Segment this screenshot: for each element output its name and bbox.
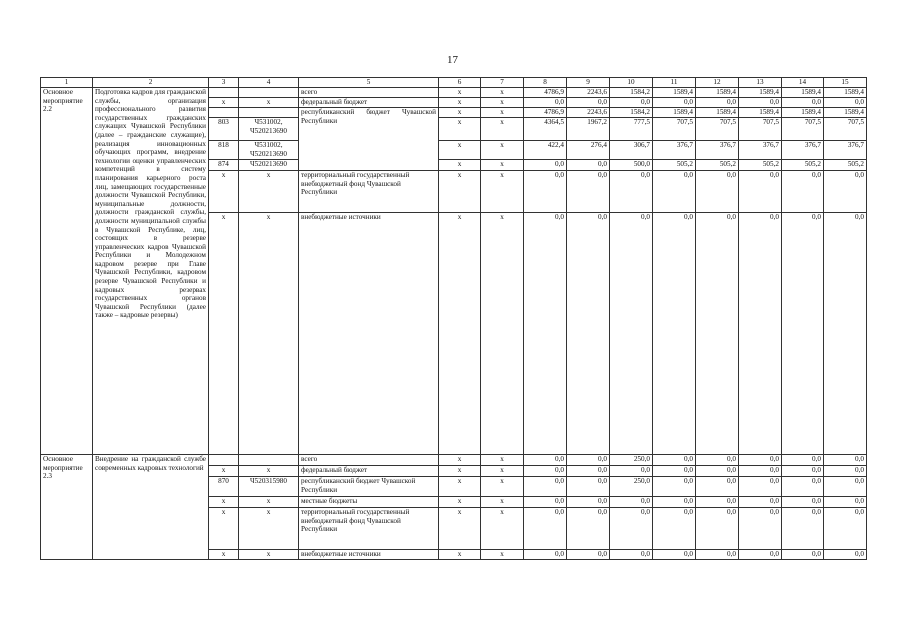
amount-cell: 0,0 [696, 213, 739, 455]
amount-cell: 250,0 [610, 455, 653, 466]
column-6-cell: x [439, 508, 481, 550]
amount-cell: 4364,5 [524, 118, 567, 141]
amount-cell: 0,0 [739, 98, 782, 108]
amount-cell: 0,0 [567, 466, 610, 477]
amount-cell: 422,4 [524, 141, 567, 160]
funding-source-cell: республиканский бюджет Чувашской Республики [299, 477, 439, 497]
amount-cell: 0,0 [610, 171, 653, 213]
amount-cell: 0,0 [653, 213, 696, 455]
amount-cell: 0,0 [524, 171, 567, 213]
amount-cell: 1589,4 [653, 88, 696, 98]
measure-label: Основное мероприятие 2.3 [41, 455, 93, 560]
amount-cell: 0,0 [610, 550, 653, 560]
amount-cell: 0,0 [739, 466, 782, 477]
column-7-cell: x [481, 108, 524, 118]
budget-code-cell: x [239, 508, 299, 550]
column-6-cell: x [439, 108, 481, 118]
amount-cell: 0,0 [782, 98, 824, 108]
admin-code-cell: x [209, 508, 239, 550]
admin-code-cell [209, 455, 239, 466]
amount-cell: 707,5 [739, 118, 782, 141]
amount-cell: 0,0 [739, 508, 782, 550]
amount-cell: 0,0 [739, 455, 782, 466]
amount-cell: 707,5 [782, 118, 824, 141]
budget-code-cell [239, 455, 299, 466]
amount-cell: 0,0 [824, 171, 867, 213]
column-7-cell: x [481, 497, 524, 508]
header-row [41, 78, 867, 88]
admin-code-cell [209, 108, 239, 118]
column-number-header: 6 [439, 78, 481, 88]
amount-cell: 0,0 [696, 466, 739, 477]
funding-source-cell: местные бюджеты [299, 497, 439, 508]
admin-code-cell: x [209, 466, 239, 477]
amount-cell: 0,0 [824, 477, 867, 497]
column-6-cell: x [439, 477, 481, 497]
amount-cell: 0,0 [653, 466, 696, 477]
measure-label: Основное мероприятие 2.2 [41, 88, 93, 455]
amount-cell: 0,0 [524, 466, 567, 477]
column-number-header: 13 [739, 78, 782, 88]
amount-cell: 1967,2 [567, 118, 610, 141]
amount-cell: 0,0 [782, 466, 824, 477]
amount-cell: 1584,2 [610, 88, 653, 98]
amount-cell: 0,0 [567, 213, 610, 455]
amount-cell: 1589,4 [653, 108, 696, 118]
funding-source-cell: республиканский бюджет Чувашской Республики [299, 108, 439, 171]
funding-source-cell: всего [299, 455, 439, 466]
amount-cell: 0,0 [782, 171, 824, 213]
amount-cell: 505,2 [782, 160, 824, 171]
table-row [41, 88, 867, 98]
amount-cell: 0,0 [610, 508, 653, 550]
amount-cell: 0,0 [696, 550, 739, 560]
amount-cell: 0,0 [610, 213, 653, 455]
amount-cell: 1589,4 [782, 108, 824, 118]
column-number-header: 9 [567, 78, 610, 88]
column-number-header: 11 [653, 78, 696, 88]
amount-cell: 1589,4 [782, 88, 824, 98]
budget-table [40, 77, 867, 560]
column-7-cell: x [481, 477, 524, 497]
amount-cell: 376,7 [824, 141, 867, 160]
column-7-cell: x [481, 118, 524, 141]
amount-cell: 0,0 [567, 497, 610, 508]
amount-cell: 0,0 [653, 497, 696, 508]
amount-cell: 0,0 [696, 98, 739, 108]
amount-cell: 0,0 [782, 497, 824, 508]
column-number-header: 8 [524, 78, 567, 88]
admin-code-cell: 818 [209, 141, 239, 160]
amount-cell: 0,0 [653, 171, 696, 213]
column-6-cell: x [439, 160, 481, 171]
column-number-header: 4 [239, 78, 299, 88]
amount-cell: 505,2 [824, 160, 867, 171]
amount-cell: 0,0 [739, 477, 782, 497]
amount-cell: 0,0 [739, 171, 782, 213]
column-6-cell: x [439, 171, 481, 213]
amount-cell: 707,5 [696, 118, 739, 141]
funding-source-cell: федеральный бюджет [299, 466, 439, 477]
amount-cell: 376,7 [782, 141, 824, 160]
amount-cell: 276,4 [567, 141, 610, 160]
amount-cell: 0,0 [567, 508, 610, 550]
amount-cell: 0,0 [610, 98, 653, 108]
column-7-cell: x [481, 171, 524, 213]
funding-source-cell: внебюджетные источники [299, 213, 439, 455]
admin-code-cell [209, 88, 239, 98]
amount-cell: 0,0 [696, 455, 739, 466]
amount-cell: 4786,9 [524, 108, 567, 118]
amount-cell: 1589,4 [696, 108, 739, 118]
amount-cell: 0,0 [782, 550, 824, 560]
column-number-header: 10 [610, 78, 653, 88]
funding-source-cell: территориальный государственный внебюджетный фонд Чувашской Республики [299, 508, 439, 550]
amount-cell: 0,0 [824, 550, 867, 560]
amount-cell: 0,0 [524, 508, 567, 550]
amount-cell: 0,0 [524, 497, 567, 508]
amount-cell: 376,7 [653, 141, 696, 160]
funding-source-cell: территориальный государственный внебюджетный фонд Чувашской Республики [299, 171, 439, 213]
table-row [41, 455, 867, 466]
amount-cell: 1589,4 [739, 108, 782, 118]
amount-cell: 0,0 [696, 171, 739, 213]
column-number-header: 1 [41, 78, 93, 88]
amount-cell: 0,0 [524, 477, 567, 497]
amount-cell: 1584,2 [610, 108, 653, 118]
column-number-header: 14 [782, 78, 824, 88]
funding-source-cell: внебюджетные источники [299, 550, 439, 560]
amount-cell: 0,0 [782, 455, 824, 466]
column-7-cell: x [481, 160, 524, 171]
amount-cell: 250,0 [610, 477, 653, 497]
admin-code-cell: x [209, 550, 239, 560]
amount-cell: 0,0 [782, 477, 824, 497]
amount-cell: 0,0 [567, 160, 610, 171]
amount-cell: 376,7 [739, 141, 782, 160]
amount-cell: 505,2 [653, 160, 696, 171]
admin-code-cell: 874 [209, 160, 239, 171]
amount-cell: 707,5 [824, 118, 867, 141]
amount-cell: 0,0 [739, 497, 782, 508]
column-6-cell: x [439, 455, 481, 466]
amount-cell: 0,0 [524, 160, 567, 171]
amount-cell: 2243,6 [567, 108, 610, 118]
column-number-header: 5 [299, 78, 439, 88]
amount-cell: 0,0 [824, 466, 867, 477]
measure-description: Внедрение на гражданской службе современных кадровых технологий [93, 455, 209, 560]
amount-cell: 0,0 [524, 550, 567, 560]
table-body [41, 78, 867, 560]
admin-code-cell: x [209, 497, 239, 508]
column-7-cell: x [481, 98, 524, 108]
funding-source-cell: всего [299, 88, 439, 98]
amount-cell: 0,0 [653, 477, 696, 497]
amount-cell: 0,0 [524, 98, 567, 108]
amount-cell: 0,0 [696, 508, 739, 550]
admin-code-cell: x [209, 98, 239, 108]
amount-cell: 0,0 [782, 508, 824, 550]
amount-cell: 1589,4 [696, 88, 739, 98]
amount-cell: 0,0 [824, 508, 867, 550]
amount-cell: 0,0 [567, 477, 610, 497]
admin-code-cell: 870 [209, 477, 239, 497]
budget-code-cell: x [239, 550, 299, 560]
column-number-header: 7 [481, 78, 524, 88]
amount-cell: 0,0 [696, 497, 739, 508]
amount-cell: 4786,9 [524, 88, 567, 98]
measure-description: Подготовка кадров для гражданской службы, организация профессионального развития государственных гражданских служащих Чувашской Республики (далее – гражданские служащие), реализация инновационных обучающих программ, внедрение технологии оценки управленческих компетенций в систему планирования карьерного роста лиц, замещающих государственные должности Чувашской Республики, муниципальные должности, должности гражданской службы, должности муниципальной службы в Чувашской Республике, лиц, состоящих в резерве управленческих кадров Чувашской Республики и Молодежном кадровом резерве при Главе Чувашской Республики, кадровом резерве Чувашской Республики и кадровых резервах государственных органов Чувашской Республики (далее также – кадровые резервы) [93, 88, 209, 455]
amount-cell: 0,0 [653, 508, 696, 550]
budget-code-cell [239, 108, 299, 118]
amount-cell: 1589,4 [739, 88, 782, 98]
budget-code-cell: x [239, 213, 299, 455]
funding-source-cell: федеральный бюджет [299, 98, 439, 108]
column-6-cell: x [439, 466, 481, 477]
budget-code-cell: Ч531002, Ч520213690 [239, 141, 299, 160]
amount-cell: 505,2 [696, 160, 739, 171]
budget-code-cell: x [239, 98, 299, 108]
admin-code-cell: x [209, 213, 239, 455]
amount-cell: 376,7 [696, 141, 739, 160]
budget-code-cell: x [239, 466, 299, 477]
amount-cell: 0,0 [524, 213, 567, 455]
amount-cell: 0,0 [567, 550, 610, 560]
amount-cell: 0,0 [567, 455, 610, 466]
amount-cell: 0,0 [824, 213, 867, 455]
amount-cell: 306,7 [610, 141, 653, 160]
column-6-cell: x [439, 98, 481, 108]
budget-code-cell: x [239, 171, 299, 213]
amount-cell: 0,0 [824, 98, 867, 108]
amount-cell: 0,0 [610, 497, 653, 508]
budget-code-cell: Ч520213690 [239, 160, 299, 171]
budget-code-cell: Ч520315980 [239, 477, 299, 497]
amount-cell: 505,2 [739, 160, 782, 171]
amount-cell: 0,0 [653, 550, 696, 560]
amount-cell: 777,5 [610, 118, 653, 141]
column-6-cell: x [439, 213, 481, 455]
column-number-header: 3 [209, 78, 239, 88]
amount-cell: 707,5 [653, 118, 696, 141]
column-6-cell: x [439, 141, 481, 160]
amount-cell: 0,0 [824, 497, 867, 508]
column-6-cell: x [439, 550, 481, 560]
amount-cell: 0,0 [739, 213, 782, 455]
column-number-header: 2 [93, 78, 209, 88]
amount-cell: 0,0 [739, 550, 782, 560]
admin-code-cell: x [209, 171, 239, 213]
column-6-cell: x [439, 497, 481, 508]
amount-cell: 0,0 [824, 455, 867, 466]
amount-cell: 0,0 [610, 466, 653, 477]
amount-cell: 0,0 [524, 455, 567, 466]
column-7-cell: x [481, 213, 524, 455]
amount-cell: 0,0 [696, 477, 739, 497]
page-number: 17 [447, 54, 458, 66]
amount-cell: 500,0 [610, 160, 653, 171]
column-7-cell: x [481, 141, 524, 160]
amount-cell: 0,0 [653, 98, 696, 108]
column-7-cell: x [481, 508, 524, 550]
column-number-header: 12 [696, 78, 739, 88]
amount-cell: 1589,4 [824, 88, 867, 98]
amount-cell: 0,0 [782, 213, 824, 455]
column-7-cell: x [481, 466, 524, 477]
amount-cell: 0,0 [567, 98, 610, 108]
column-7-cell: x [481, 550, 524, 560]
budget-code-cell [239, 88, 299, 98]
column-7-cell: x [481, 455, 524, 466]
column-6-cell: x [439, 118, 481, 141]
column-7-cell: x [481, 88, 524, 98]
column-number-header: 15 [824, 78, 867, 88]
budget-code-cell: x [239, 497, 299, 508]
amount-cell: 0,0 [653, 455, 696, 466]
amount-cell: 1589,4 [824, 108, 867, 118]
budget-code-cell: Ч531002, Ч520213690 [239, 118, 299, 141]
amount-cell: 2243,6 [567, 88, 610, 98]
amount-cell: 0,0 [567, 171, 610, 213]
column-6-cell: x [439, 88, 481, 98]
admin-code-cell: 803 [209, 118, 239, 141]
